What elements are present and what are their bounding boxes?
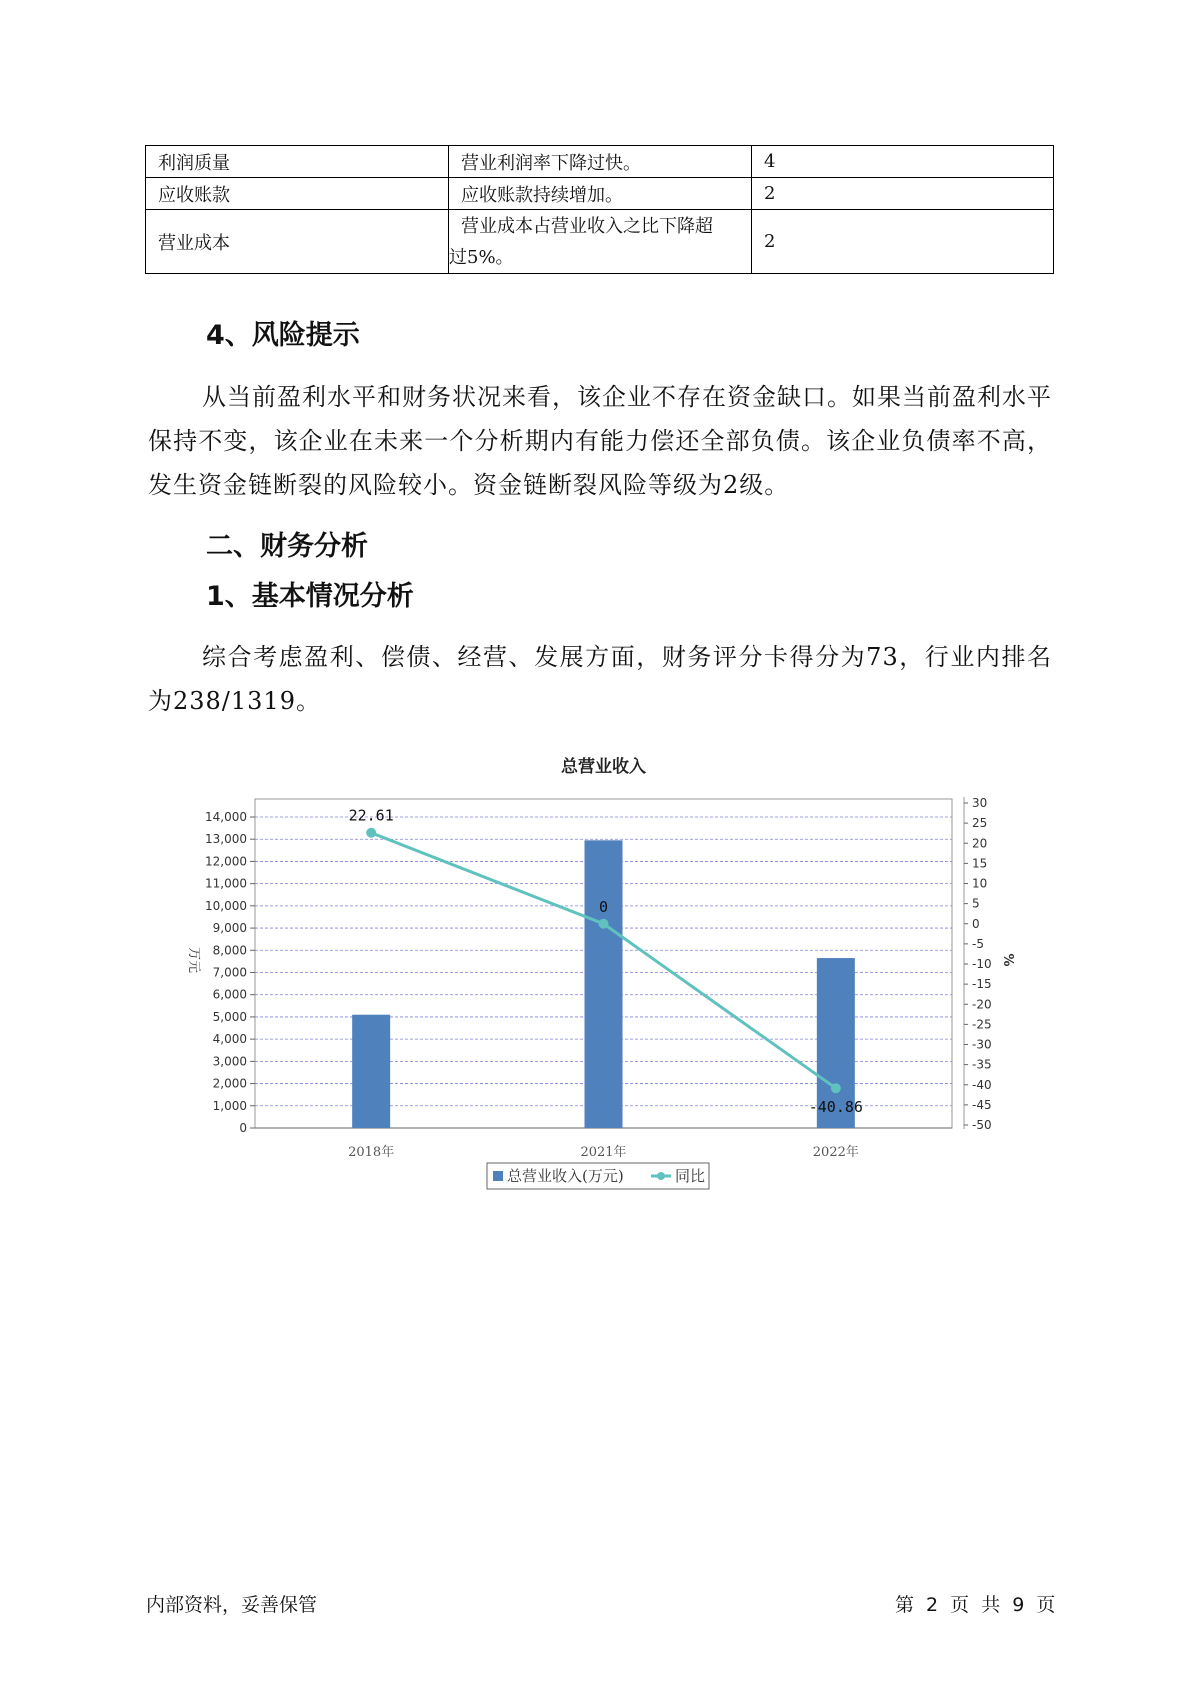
table-cell-score: 2 bbox=[752, 178, 1054, 210]
revenue-bar bbox=[352, 1015, 390, 1128]
table-row bbox=[146, 210, 1054, 274]
revenue-chart-svg bbox=[175, 745, 1035, 1215]
table-cell-desc-line2: 过5%。 bbox=[449, 246, 514, 268]
legend-swatch-revenue bbox=[493, 1171, 503, 1181]
y2-tick-label: 25 bbox=[972, 816, 988, 831]
revenue-bar bbox=[585, 840, 623, 1128]
y-tick-label: 14,000 bbox=[205, 810, 247, 824]
y2-tick-label: 10 bbox=[972, 876, 988, 891]
basic-analysis-heading: 1、基本情况分析 bbox=[206, 581, 414, 612]
table-row bbox=[146, 178, 1054, 210]
y2-tick-label: 5 bbox=[972, 896, 980, 911]
y-tick-label: 3,000 bbox=[212, 1054, 247, 1069]
yoy-data-label: -40.86 bbox=[808, 1098, 863, 1117]
yoy-point bbox=[366, 828, 376, 838]
table-cell-desc-line1: 营业成本占营业收入之比下降超 bbox=[461, 215, 713, 237]
y2-axis-title: % bbox=[1000, 953, 1015, 967]
y2-tick-label: -25 bbox=[972, 1017, 992, 1032]
table-cell-desc: 营业利润率下降过快。 bbox=[449, 146, 752, 178]
y-tick-label: 13,000 bbox=[205, 832, 247, 847]
table-cell-score: 2 bbox=[752, 210, 1054, 274]
legend-marker-yoy bbox=[657, 1172, 665, 1180]
y-tick-label: 5,000 bbox=[212, 1009, 247, 1024]
y-tick-label: 9,000 bbox=[212, 921, 247, 936]
legend-label-yoy: 同比 bbox=[675, 1167, 706, 1185]
y2-tick-label: -40 bbox=[972, 1077, 992, 1092]
y-tick-label: 11,000 bbox=[205, 876, 247, 891]
finance-heading: 二、财务分析 bbox=[206, 531, 368, 562]
y2-tick-label: -45 bbox=[972, 1097, 992, 1112]
y2-tick-label: 30 bbox=[972, 796, 988, 810]
table-cell-score: 4 bbox=[752, 146, 1054, 178]
table-cell-item: 应收账款 bbox=[146, 178, 449, 210]
yoy-point bbox=[831, 1083, 841, 1093]
y-tick-label: 1,000 bbox=[212, 1098, 247, 1113]
y-axis-title: 万元 bbox=[186, 946, 201, 974]
risk-heading: 4、风险提示 bbox=[206, 320, 360, 351]
y2-tick-label: -30 bbox=[972, 1037, 992, 1052]
y-tick-label: 12,000 bbox=[205, 854, 247, 869]
x-tick-label: 2021年 bbox=[580, 1145, 627, 1160]
y2-tick-label: -35 bbox=[972, 1057, 992, 1072]
y2-tick-label: 15 bbox=[972, 856, 988, 871]
x-tick-label: 2022年 bbox=[812, 1145, 859, 1160]
footer-confidential-note: 内部资料，妥善保管 bbox=[146, 1594, 318, 1616]
footer-page-number: 第 2 页 共 9 页 bbox=[895, 1594, 1056, 1616]
yoy-data-label: 0 bbox=[598, 897, 609, 916]
yoy-point bbox=[599, 919, 609, 929]
table-cell-desc bbox=[449, 210, 752, 274]
y-tick-label: 6,000 bbox=[212, 987, 247, 1002]
revenue-chart bbox=[175, 745, 1035, 1215]
y2-tick-label: -5 bbox=[972, 936, 984, 951]
risk-paragraph: 从当前盈利水平和财务状况来看，该企业不存在资金缺口。如果当前盈利水平保持不变，该企业在未来一个分析期内有能力偿还全部负债。该企业负债率不高，发生资金链断裂的风险较小。资金链断裂风险等级为2级。 bbox=[148, 383, 1052, 499]
y2-tick-label: -15 bbox=[972, 977, 992, 992]
y-tick-label: 2,000 bbox=[212, 1076, 247, 1091]
risk-table bbox=[145, 145, 1054, 274]
table-cell-desc: 应收账款持续增加。 bbox=[449, 178, 752, 210]
y-tick-label: 0 bbox=[239, 1121, 247, 1135]
y2-tick-label: 0 bbox=[972, 916, 980, 931]
y2-tick-label: -10 bbox=[972, 957, 992, 971]
y-tick-label: 10,000 bbox=[205, 898, 247, 913]
table-cell-item: 营业成本 bbox=[146, 210, 449, 274]
y-tick-label: 7,000 bbox=[212, 965, 247, 980]
chart-title: 总营业收入 bbox=[561, 757, 646, 777]
table-row bbox=[146, 146, 1054, 178]
yoy-data-label: 22.61 bbox=[348, 806, 394, 825]
y-tick-label: 8,000 bbox=[212, 943, 247, 958]
table-cell-item: 利润质量 bbox=[146, 146, 449, 178]
basic-analysis-paragraph: 综合考虑盈利、偿债、经营、发展方面，财务评分卡得分为73，行业内排名为238/1319。 bbox=[148, 643, 1052, 715]
y2-tick-label: -50 bbox=[972, 1118, 992, 1132]
y-tick-label: 4,000 bbox=[212, 1032, 247, 1047]
legend-label-revenue: 总营业收入(万元) bbox=[507, 1167, 624, 1185]
y2-tick-label: -20 bbox=[972, 997, 992, 1012]
y2-tick-label: 20 bbox=[972, 836, 988, 851]
x-tick-label: 2018年 bbox=[348, 1145, 395, 1160]
